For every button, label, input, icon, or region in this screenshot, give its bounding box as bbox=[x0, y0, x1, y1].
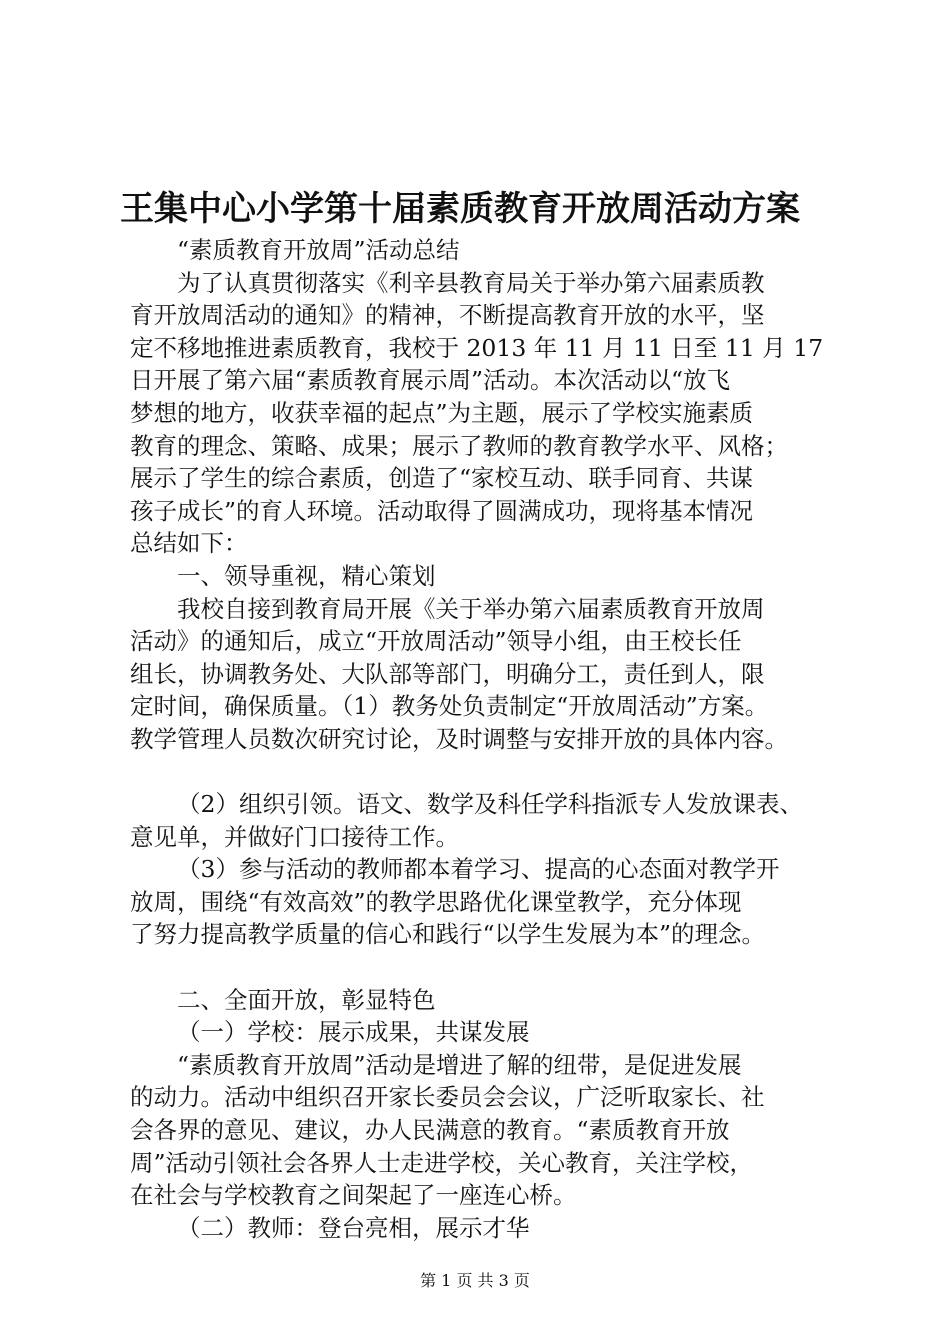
text-line: 育开放周活动的通知》的精神，不断提高教育开放的水平，坚 bbox=[130, 301, 765, 330]
text-line: 孩子成长”的育人环境。活动取得了圆满成功，现将基本情况 bbox=[130, 496, 754, 525]
subsection-heading: （二）教师：登台亮相，展示才华 bbox=[177, 1213, 530, 1242]
text-line: “素质教育开放周”活动是增进了解的纽带，是促进发展 bbox=[177, 1050, 742, 1079]
text-line: 为了认真贯彻落实《利辛县教育局关于举办第六届素质教 bbox=[177, 268, 765, 297]
document-body bbox=[130, 234, 835, 1244]
page-footer: 第 1 页 共 3 页 bbox=[420, 1271, 530, 1290]
text-line: 意见单，并做好门口接待工作。 bbox=[130, 822, 459, 851]
document-title: 王集中心小学第十届素质教育开放周活动方案 bbox=[120, 189, 800, 229]
section-heading: 一、领导重视，精心策划 bbox=[177, 561, 436, 590]
text-line: 教育的理念、策略、成果；展示了教师的教育教学水平、风格； bbox=[130, 431, 788, 460]
blank-line bbox=[130, 951, 835, 984]
text-line: 放周，围绕“有效高效”的教学思路优化课堂教学，充分体现 bbox=[130, 887, 742, 916]
text-line: （2）组织引领。语文、数学及科任学科指派专人发放课表、 bbox=[177, 790, 803, 819]
text-line: 了努力提高教学质量的信心和践行“以学生发展为本”的理念。 bbox=[130, 920, 766, 949]
text-line: 定时间，确保质量。（1）教务处负责制定“开放周活动”方案。 bbox=[130, 692, 769, 721]
text-line: 活动》的通知后，成立“开放周活动”领导小组，由王校长任 bbox=[130, 627, 742, 656]
section-heading: 二、全面开放，彰显特色 bbox=[177, 985, 436, 1014]
text-line: 周”活动引领社会各界人士走进学校，关心教育，关注学校， bbox=[130, 1148, 754, 1177]
text-line: “素质教育开放周”活动总结 bbox=[177, 236, 460, 264]
text-line: 组长，协调教务处、大队部等部门，明确分工，责任到人，限 bbox=[130, 659, 765, 688]
text-line: 的动力。活动中组织召开家长委员会会议，广泛听取家长、社 bbox=[130, 1083, 765, 1112]
text-line: （3）参与活动的教师都本着学习、提高的心态面对教学开 bbox=[177, 855, 780, 884]
subsection-heading: （一）学校：展示成果，共谋发展 bbox=[177, 1018, 530, 1047]
text-line: 总结如下： bbox=[130, 529, 248, 558]
text-line: 在社会与学校教育之间架起了一座连心桥。 bbox=[130, 1181, 577, 1210]
text-line: 我校自接到教育局开展《关于举办第六届素质教育开放周 bbox=[177, 594, 765, 623]
blank-line bbox=[130, 756, 835, 789]
text-line: 定不移地推进素质教育，我校于 2013 年 11 月 11 日至 11 月 17 bbox=[130, 333, 824, 362]
text-line: 梦想的地方，收获幸福的起点”为主题，展示了学校实施素质 bbox=[130, 398, 754, 427]
text-line: 会各界的意见、建议，办人民满意的教育。“素质教育开放 bbox=[130, 1116, 730, 1145]
text-line: 日开展了第六届“素质教育展示周”活动。本次活动以“放飞 bbox=[130, 366, 731, 395]
text-line: 教学管理人员数次研究讨论，及时调整与安排开放的具体内容。 bbox=[130, 724, 788, 753]
text-line: 展示了学生的综合素质，创造了“家校互动、联手同育、共谋 bbox=[130, 464, 754, 493]
